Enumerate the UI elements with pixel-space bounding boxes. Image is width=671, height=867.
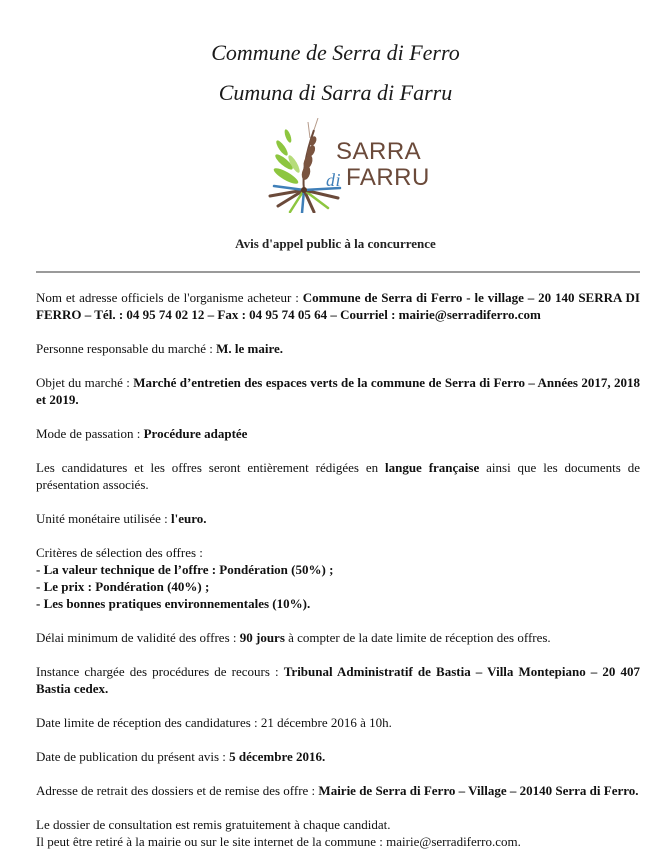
- object-section: [36, 374, 640, 408]
- responsible-label: Personne responsable du marché :: [36, 341, 217, 356]
- appeal-value: Tribunal Administratif de Bastia – Villa Montepiano – 20 407 Bastia cedex.: [36, 664, 640, 696]
- procedure-section: [36, 425, 640, 442]
- address-value: Mairie de Serra di Ferro – Village – 20140 Serra di Ferro.: [318, 783, 639, 798]
- sarra-di-farru-logo: [266, 118, 430, 213]
- buyer-label: Nom et adresse officiels de l'organisme acheteur :: [36, 290, 303, 305]
- object-value: Marché d’entretien des espaces verts de la commune de Serra di Ferro – Années 2017, 2018 et 2019.: [36, 375, 640, 407]
- currency-value: l'euro.: [171, 511, 207, 526]
- footer-section: [36, 816, 640, 850]
- appeal-section: [36, 663, 640, 697]
- horizontal-divider: [36, 271, 640, 273]
- criteria-item: - La valeur technique de l’offre : Pondération (50%) ;: [36, 562, 334, 577]
- footer-line-1: Le dossier de consultation est remis gratuitement à chaque candidat.: [36, 817, 391, 832]
- currency-label: Unité monétaire utilisée :: [36, 511, 172, 526]
- appeal-label: Instance chargée des procédures de recours :: [36, 664, 284, 679]
- criteria-item: - Le prix : Pondération (40%) ;: [36, 579, 210, 594]
- buyer-section: [36, 289, 640, 323]
- language-text-1: Les candidatures et les offres seront entièrement rédigées en: [36, 460, 385, 475]
- criteria-item: - Les bonnes pratiques environnementales (10%).: [36, 596, 311, 611]
- publication-label: Date de publication du présent avis :: [36, 749, 230, 764]
- validity-section: [36, 629, 640, 646]
- procedure-value: Procédure adaptée: [143, 426, 248, 441]
- currency-section: [36, 510, 640, 527]
- wheat-sunburst-logo-icon: [266, 118, 346, 213]
- responsible-section: [36, 340, 640, 357]
- validity-rest: à compter de la date limite de réception des offres.: [284, 630, 551, 645]
- commune-title-corsican: Cumuna di Sarra di Farru: [218, 80, 453, 105]
- object-label: Objet du marché :: [36, 375, 134, 390]
- commune-title-french: Commune de Serra di Ferro: [211, 40, 460, 65]
- footer-line-2: Il peut être retiré à la mairie ou sur le site internet de la commune : mairie@serradiferro.com.: [36, 834, 521, 849]
- notice-subtitle: Avis d'appel public à la concurrence: [235, 236, 436, 251]
- logo-text-sarra: SARRA: [336, 138, 422, 165]
- language-value: langue française: [384, 460, 480, 475]
- responsible-value: M. le maire.: [216, 341, 284, 356]
- language-section: [36, 459, 640, 493]
- publication-value: 5 décembre 2016.: [229, 749, 326, 764]
- address-label: Adresse de retrait des dossiers et de remise des offre :: [36, 783, 319, 798]
- criteria-section: [36, 544, 640, 612]
- language-text-2: ainsi que les documents de présentation associés.: [36, 460, 640, 492]
- procedure-label: Mode de passation :: [36, 426, 144, 441]
- publication-section: [36, 748, 640, 765]
- deadline-text: Date limite de réception des candidatures : 21 décembre 2016 à 10h.: [36, 715, 392, 730]
- validity-value: 90 jours: [239, 630, 285, 645]
- deadline-section: [36, 714, 640, 731]
- buyer-value: Commune de Serra di Ferro - le village – 20 140 SERRA DI FERRO – Tél. : 04 95 74 02 12 – Fax : 04 95 74 05 64 – Courriel : mairie@serradiferro.com: [36, 290, 640, 322]
- logo-text-farru: FARRU: [346, 164, 430, 191]
- notice-body: [36, 289, 640, 867]
- criteria-label: Critères de sélection des offres :: [36, 545, 203, 560]
- address-section: [36, 782, 640, 799]
- validity-label: Délai minimum de validité des offres :: [36, 630, 240, 645]
- logo-text-di: di: [326, 170, 342, 190]
